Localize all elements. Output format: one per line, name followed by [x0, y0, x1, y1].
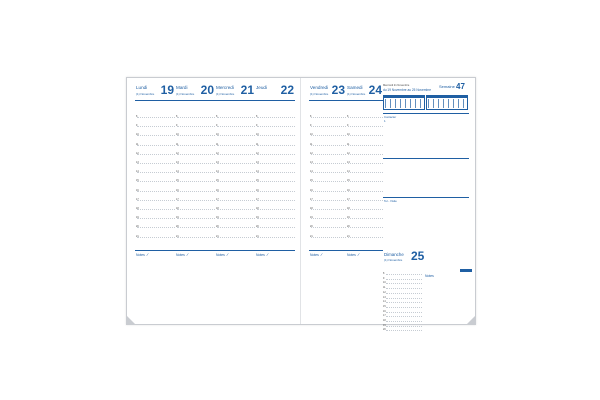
- hour-line: [383, 286, 422, 290]
- hour-line: [136, 151, 175, 156]
- hour-label: 12: [216, 151, 219, 155]
- mini-calendar-grid: [428, 99, 466, 108]
- hour-line: [383, 281, 422, 285]
- hour-label: 19: [383, 323, 386, 327]
- hour-line: [176, 124, 218, 128]
- hour-label: 20: [383, 328, 386, 332]
- hour-line: [137, 135, 175, 137]
- hour-line: [176, 142, 215, 147]
- hour-line: [348, 181, 383, 183]
- day-name: Dimanche: [384, 252, 404, 257]
- hour-line: [137, 172, 175, 174]
- hour-label: 8: [256, 115, 258, 118]
- day-rule: [346, 100, 383, 101]
- hour-line: [176, 234, 215, 239]
- hour-line: [257, 135, 295, 137]
- notes-saturday[interactable]: [346, 250, 386, 311]
- hour-line: [136, 188, 175, 193]
- hour-line: [136, 234, 175, 239]
- hour-line: [257, 172, 295, 174]
- hour-label: 14: [256, 170, 259, 174]
- hour-label: 12: [383, 290, 386, 294]
- day-name: Lundi: [136, 85, 148, 90]
- hour-line: [137, 218, 175, 220]
- day-number: 20: [200, 83, 214, 97]
- hour-label: 21: [176, 234, 179, 238]
- hour-line: [348, 209, 383, 211]
- hour-label: 21: [256, 234, 259, 238]
- hour-label: 9: [310, 124, 312, 128]
- day-name: Jeudi: [256, 85, 267, 90]
- hour-label: 21: [136, 234, 139, 238]
- hour-line: [217, 163, 255, 165]
- hour-line: [348, 135, 383, 137]
- hour-line: [136, 124, 178, 128]
- hour-line: [383, 323, 422, 328]
- hour-line: [311, 172, 346, 174]
- hour-label: 16: [176, 188, 179, 192]
- hour-label: 8: [176, 115, 178, 118]
- hour-label: 15: [310, 179, 313, 183]
- pencil-icon: /: [320, 251, 323, 258]
- hour-line: [383, 276, 422, 281]
- notes-label: Notes: [310, 253, 319, 257]
- hour-line: [257, 117, 295, 119]
- hour-line: [177, 163, 215, 165]
- hour-label: 20: [176, 225, 179, 229]
- hour-line: [257, 209, 295, 211]
- hour-label: 18: [383, 319, 386, 322]
- corner-left: [127, 316, 135, 324]
- section-blank[interactable]: [383, 158, 469, 197]
- page-tab-marker: [460, 269, 472, 272]
- hour-label: 9: [176, 124, 178, 128]
- hour-label: 8: [310, 115, 312, 118]
- hour-line: [217, 172, 255, 174]
- hour-line: [348, 117, 383, 119]
- week-number: 47: [456, 82, 465, 91]
- hour-line: [217, 227, 255, 229]
- hour-label: 18: [176, 207, 179, 210]
- hour-label: 20: [256, 225, 259, 229]
- day-rule: [215, 100, 255, 101]
- notes-tuesday[interactable]: [175, 250, 215, 311]
- hour-label: 8: [347, 115, 349, 118]
- hour-label: 14: [176, 170, 179, 174]
- hour-label: 21: [347, 234, 350, 238]
- diary-spread: [126, 77, 476, 332]
- hour-line: [256, 197, 295, 202]
- notes-label: Notes: [256, 253, 265, 257]
- day-sub: (1) Novembre: [176, 92, 195, 96]
- hour-line: [257, 181, 295, 183]
- hour-line: [216, 197, 255, 202]
- hour-label: 20: [136, 225, 139, 229]
- hour-line: [256, 234, 295, 239]
- hour-label: 12: [256, 151, 259, 155]
- hour-label: 19: [136, 216, 139, 220]
- hour-label: 12: [347, 151, 350, 155]
- day-rule: [175, 100, 215, 101]
- hour-line: [383, 314, 422, 318]
- section-tel-visite[interactable]: [383, 197, 469, 250]
- hour-label: 16: [383, 309, 386, 313]
- hour-label: 11: [256, 142, 259, 146]
- hour-label: 8: [383, 272, 385, 275]
- hour-label: 12: [176, 151, 179, 155]
- hour-line: [310, 142, 346, 147]
- day-number: 25: [411, 249, 425, 263]
- hour-label: 14: [310, 170, 313, 174]
- hour-label: 12: [310, 151, 313, 155]
- day-rule: [255, 100, 295, 101]
- hour-line: [348, 218, 383, 220]
- hour-label: 11: [310, 142, 313, 146]
- hour-label: 9: [136, 124, 138, 128]
- hour-line: [348, 227, 383, 229]
- hour-line: [347, 151, 383, 156]
- hour-label: 13: [347, 161, 350, 164]
- hour-line: [383, 319, 422, 323]
- hour-line: [311, 163, 346, 165]
- hour-label: 10: [176, 133, 179, 137]
- hour-label: 17: [136, 197, 139, 201]
- hour-line: [217, 218, 255, 220]
- hour-line: [347, 142, 383, 147]
- section-label: Contacter: [384, 115, 397, 119]
- hour-label: 17: [383, 314, 386, 318]
- hour-line: [217, 209, 255, 211]
- binding-gutter: [300, 78, 301, 324]
- day-sub: (1) Novembre: [216, 92, 235, 96]
- week-title: Mercredi 21 Novembre: [383, 84, 410, 87]
- hour-label: 13: [216, 161, 219, 164]
- notes-monday[interactable]: [135, 250, 175, 311]
- notes-friday[interactable]: [309, 250, 346, 311]
- hour-label: 15: [216, 179, 219, 183]
- hour-label: 8: [136, 115, 138, 118]
- hour-line: [311, 181, 346, 183]
- pencil-icon: /: [186, 251, 189, 258]
- hour-line: [176, 197, 215, 202]
- day-sub: (1) Novembre: [347, 92, 366, 96]
- hour-line: [310, 188, 346, 193]
- hour-label: 21: [310, 234, 313, 238]
- day-sub: (1) Novembre: [310, 92, 329, 96]
- pencil-icon: /: [266, 251, 269, 258]
- hour-line: [257, 218, 295, 220]
- hour-label: 10: [347, 133, 350, 137]
- hour-label: 19: [310, 216, 313, 220]
- hour-line: [256, 142, 295, 147]
- hour-line: [311, 227, 346, 229]
- hour-line: [176, 115, 218, 119]
- hour-line: [257, 126, 295, 128]
- hour-line: [137, 209, 175, 211]
- hour-label: 20: [347, 225, 350, 229]
- hour-label: 13: [256, 161, 259, 164]
- hour-label: 11: [216, 142, 219, 146]
- day-number: 19: [160, 83, 174, 97]
- hour-line: [311, 209, 346, 211]
- hour-line: [347, 188, 383, 193]
- day-number: 22: [280, 83, 294, 97]
- hour-label: 17: [256, 197, 259, 201]
- hour-label: 14: [347, 170, 350, 174]
- hour-label: 16: [256, 188, 259, 192]
- hour-line: [348, 172, 383, 174]
- hour-label: 20: [310, 225, 313, 229]
- hour-line: [383, 300, 422, 304]
- hour-line: [383, 328, 422, 332]
- hour-label: 15: [347, 179, 350, 183]
- hour-line: [348, 163, 383, 165]
- hour-line: [217, 135, 255, 137]
- hour-label: 14: [383, 300, 386, 304]
- hour-line: [216, 142, 255, 147]
- mini-calendar-title: [427, 96, 467, 98]
- section-number: 1: [384, 119, 386, 123]
- day-name: Vendredi: [310, 85, 329, 90]
- notes-thursday[interactable]: [255, 250, 295, 311]
- hour-label: 15: [136, 179, 139, 183]
- hour-label: 9: [347, 124, 349, 128]
- day-number: 24: [368, 83, 382, 97]
- hour-line: [257, 163, 295, 165]
- hour-label: 10: [136, 133, 139, 137]
- hour-line: [383, 295, 422, 300]
- hour-label: 13: [136, 161, 139, 164]
- hour-line: [136, 115, 178, 119]
- hour-line: [137, 181, 175, 183]
- hour-line: [310, 115, 349, 119]
- day-rule: [135, 100, 175, 101]
- hour-label: 13: [310, 161, 313, 164]
- hour-label: 19: [216, 216, 219, 220]
- hour-line: [217, 181, 255, 183]
- day-number: 21: [240, 83, 254, 97]
- hour-label: 16: [216, 188, 219, 192]
- pencil-icon: /: [226, 251, 229, 258]
- hour-line: [383, 304, 422, 309]
- hour-line: [177, 135, 215, 137]
- notes-label: Notes: [216, 253, 225, 257]
- hour-line: [216, 115, 258, 119]
- pencil-icon: /: [357, 251, 360, 258]
- mini-calendar-title: [384, 96, 424, 98]
- hour-label: 18: [310, 207, 313, 210]
- hour-label: 15: [176, 179, 179, 183]
- hour-line: [383, 290, 422, 295]
- hour-label: 11: [347, 142, 350, 146]
- hour-label: 9: [216, 124, 218, 128]
- hour-label: 18: [136, 207, 139, 210]
- hour-label: 8: [216, 115, 218, 118]
- corner-right: [467, 316, 475, 324]
- hour-label: 17: [347, 197, 350, 201]
- notes-label: Notes: [176, 253, 185, 257]
- hour-label: 9: [383, 276, 385, 280]
- day-name: Mardi: [176, 85, 188, 90]
- notes-label: Notes: [347, 253, 356, 257]
- hour-line: [216, 234, 255, 239]
- hour-line: [216, 124, 258, 128]
- hour-line: [216, 151, 255, 156]
- hour-label: 20: [216, 225, 219, 229]
- hour-label: 13: [383, 295, 386, 299]
- hour-label: 17: [310, 197, 313, 201]
- hour-label: 10: [310, 133, 313, 137]
- hour-line: [347, 234, 383, 239]
- hour-line: [310, 151, 346, 156]
- hour-label: 11: [176, 142, 179, 146]
- hour-line: [177, 227, 215, 229]
- week-label: Semaine: [439, 84, 455, 89]
- section-contacter[interactable]: [383, 113, 469, 158]
- hour-line: [310, 197, 346, 202]
- hour-line: [177, 218, 215, 220]
- hour-label: 16: [310, 188, 313, 192]
- hour-label: 19: [347, 216, 350, 220]
- hour-label: 10: [383, 281, 386, 285]
- mini-calendar-2: [426, 95, 468, 110]
- day-number: 23: [331, 83, 345, 97]
- hour-line: [177, 209, 215, 211]
- notes-label: Notes: [136, 253, 145, 257]
- hour-label: 11: [136, 142, 139, 146]
- hour-label: 17: [216, 197, 219, 201]
- hour-line: [177, 172, 215, 174]
- hour-label: 18: [256, 207, 259, 210]
- hour-line: [216, 188, 255, 193]
- hour-line: [383, 272, 422, 276]
- hour-label: 16: [136, 188, 139, 192]
- day-name: Samedi: [347, 85, 363, 90]
- hour-line: [257, 227, 295, 229]
- hour-label: 18: [347, 207, 350, 210]
- hour-label: 15: [383, 304, 386, 308]
- hour-line: [256, 151, 295, 156]
- day-sub: (1) Novembre: [384, 258, 403, 262]
- hour-label: 9: [256, 124, 258, 128]
- hour-label: 18: [216, 207, 219, 210]
- day-rule: [309, 100, 346, 101]
- hour-line: [383, 309, 422, 314]
- hour-line: [311, 218, 346, 220]
- hour-label: 19: [256, 216, 259, 220]
- mini-calendar-1: [383, 95, 425, 110]
- pencil-icon: /: [146, 251, 149, 258]
- hour-label: 19: [176, 216, 179, 220]
- hour-line: [137, 163, 175, 165]
- hour-line: [347, 197, 383, 202]
- hour-line: [310, 124, 349, 128]
- hour-label: 10: [256, 133, 259, 137]
- hour-line: [137, 227, 175, 229]
- hour-line: [136, 142, 175, 147]
- mini-calendar-grid: [385, 99, 423, 108]
- notes-wednesday[interactable]: [215, 250, 255, 311]
- day-name: Mercredi: [216, 85, 234, 90]
- hour-line: [136, 197, 175, 202]
- hour-label: 12: [136, 151, 139, 155]
- hour-label: 21: [216, 234, 219, 238]
- hour-line: [348, 126, 383, 128]
- notes-label: Notes: [425, 274, 434, 278]
- hour-label: 16: [347, 188, 350, 192]
- hour-label: 11: [383, 286, 386, 290]
- hour-line: [256, 188, 295, 193]
- hour-line: [176, 151, 215, 156]
- hour-line: [177, 181, 215, 183]
- hour-line: [310, 234, 346, 239]
- notes-sunday[interactable]: [425, 264, 434, 282]
- section-label: Tel - Visite: [384, 199, 397, 203]
- hour-line: [311, 135, 346, 137]
- hour-label: 17: [176, 197, 179, 201]
- hour-label: 15: [256, 179, 259, 183]
- hour-line: [176, 188, 215, 193]
- week-range: du 19 Novembre au 25 Novembre: [383, 88, 432, 92]
- day-sub: (1) Novembre: [136, 92, 155, 96]
- hour-label: 13: [176, 161, 179, 164]
- hour-label: 14: [136, 170, 139, 174]
- hour-label: 10: [216, 133, 219, 137]
- hour-label: 14: [216, 170, 219, 174]
